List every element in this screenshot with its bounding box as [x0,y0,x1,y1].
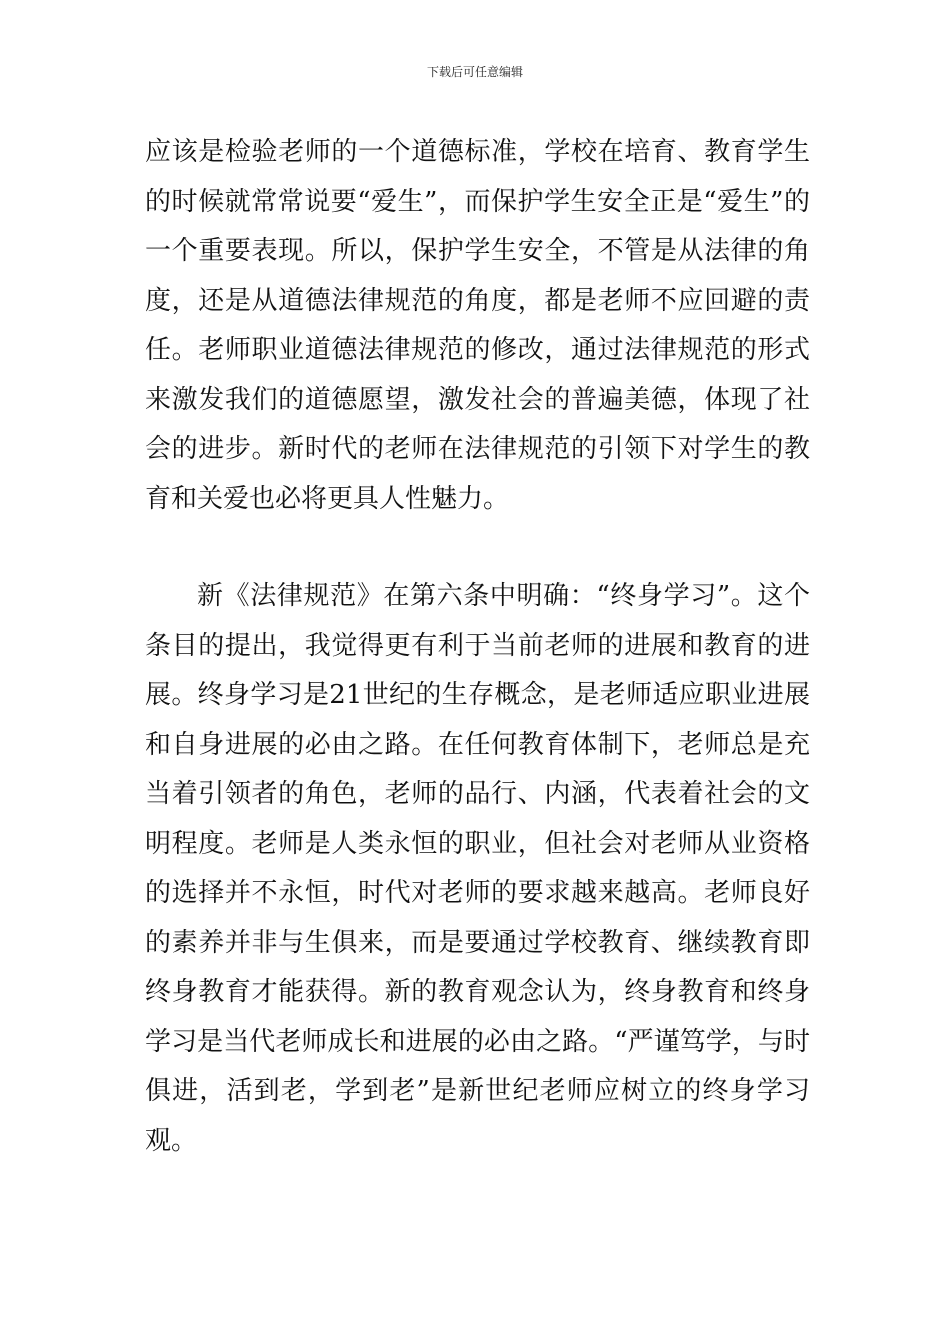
page-header: 下载后可任意编辑 [426,65,523,79]
paragraph-1: 应该是检验老师的一个道德标准，学校在培育、教育学生的时候就常常说要“爱生”，而保护学生安全正是“爱生”的一个重要表现。所以，保护学生安全，不管是从法律的角度，还是从道德法律规范的角度，都是老师不应回避的责任。老师职业道德法律规范的修改，通过法律规范的形式来激发我们的道德愿望，激发社会的普遍美德，体现了社会的进步。新时代的老师在法律规范的引领下对学生的教育和关爱也必将更具人性魅力。 [145,137,810,514]
document-body [145,128,810,1166]
paragraph-2: 新《法律规范》在第六条中明确：“终身学习”。这个条目的提出，我觉得更有利于当前老师的进展和教育的进展。终身学习是21世纪的生存概念，是老师适应职业进展和自身进展的必由之路。在任何教育体制下，老师总是充当着引领者的角色，老师的品行、内涵，代表着社会的文明程度。老师是人类永恒的职业，但社会对老师从业资格的选择并不永恒，时代对老师的要求越来越高。老师良好的素养并非与生俱来，而是要通过学校教育、继续教育即终身教育才能获得。新的教育观念认为，终身教育和终身学习是当代老师成长和进展的必由之路。“严谨笃学，与时俱进，活到老，学到老”是新世纪老师应树立的终身学习观。 [145,581,810,1156]
paragraph-gap [145,524,810,572]
